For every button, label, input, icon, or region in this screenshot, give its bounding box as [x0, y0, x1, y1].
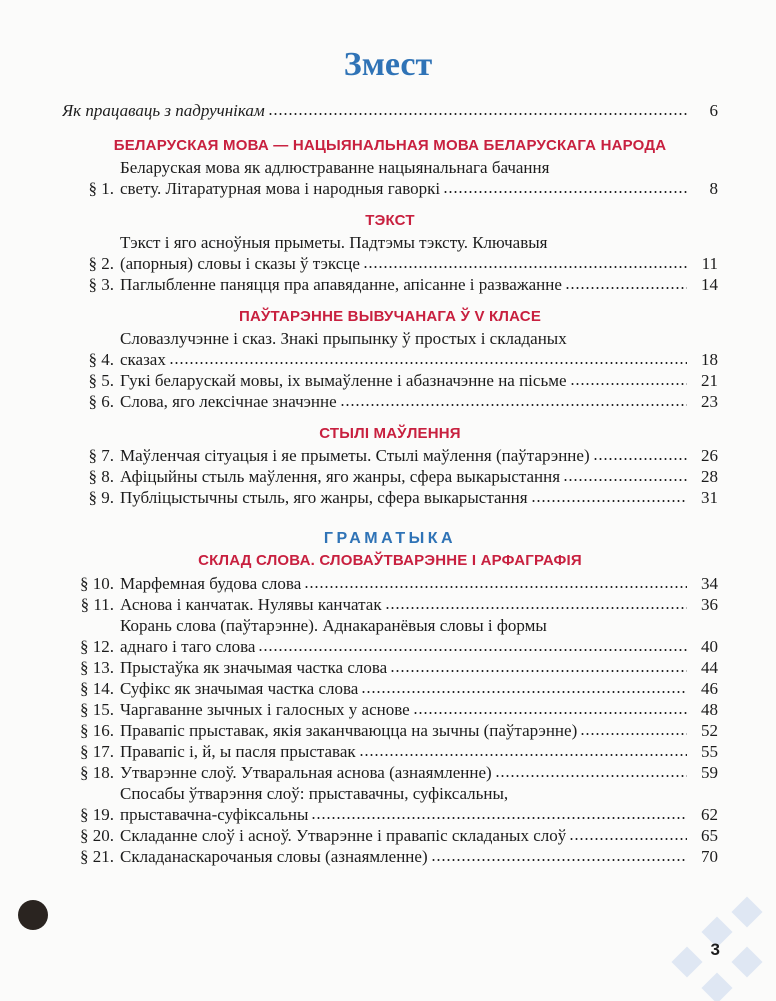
toc-page-number: 31 [701, 488, 718, 507]
dot-leader [495, 774, 687, 778]
toc-entry-number: § 3. [88, 275, 114, 294]
toc-entry[interactable] [62, 573, 718, 594]
toc-page-number: 52 [701, 721, 718, 740]
dot-leader [340, 403, 687, 407]
toc-page-number: 11 [701, 254, 718, 273]
toc-entry-intro[interactable] [62, 100, 718, 121]
toc-entry[interactable] [62, 232, 718, 274]
toc-entry-title: Складанне слоў і асноў. Утварэнне і правапіс складаных слоў [120, 826, 567, 845]
toc-entry-number: § 12. [80, 637, 114, 656]
toc-page-number: 8 [709, 179, 718, 198]
toc-entry-number: § 1. [88, 179, 114, 198]
toc-entry-title: Спосабы ўтварэння слоў: прыставачны, суфіксальны, [120, 784, 509, 803]
toc-entry-title: Слова, яго лексічнае значэнне [120, 392, 337, 411]
dot-leader [385, 606, 687, 610]
toc-entry-title-cont: свету. Літаратурная мова і народныя гаворкі [120, 179, 441, 198]
toc-entry[interactable] [62, 328, 718, 370]
toc-entry-title: Паглыбленне паняцця пра апавяданне, апісанне і разважанне [120, 275, 562, 294]
toc-entry-number: § 21. [80, 847, 114, 866]
dot-leader [531, 499, 687, 503]
toc-entry-title: Правапіс прыставак, якія заканчваюцца на зычны (паўтарэнне) [120, 721, 578, 740]
toc-page-number: 23 [701, 392, 718, 411]
dot-leader [431, 858, 687, 862]
toc-page-number: 70 [701, 847, 718, 866]
section-heading: СКЛАД СЛОВА. СЛОВАЎТВАРЭННЕ І АРФАГРАФІЯ [198, 552, 582, 569]
toc-entry-number: § 9. [88, 488, 114, 507]
section-heading: ПАЎТАРЭННЕ ВЫВУЧАНАГА Ў V КЛАСЕ [238, 308, 542, 325]
toc-entry-number: § 16. [80, 721, 114, 740]
toc-entry-title-cont: прыставачна-суфіксальны [120, 805, 309, 824]
toc-entry-title: Беларуская мова як адлюстраванне нацыянальнага бачання [120, 158, 550, 177]
dot-leader [563, 478, 687, 482]
toc-page-number: 46 [701, 679, 718, 698]
toc-page-number: 44 [701, 658, 718, 677]
dot-leader [311, 816, 687, 820]
dot-leader [443, 190, 687, 194]
dot-leader [268, 112, 687, 116]
dot-leader [580, 732, 687, 736]
toc-entry-number: § 18. [80, 763, 114, 782]
section-heading: СТЫЛІ МАЎЛЕННЯ [319, 425, 461, 442]
dot-leader [565, 286, 687, 290]
toc-page-number: 34 [701, 574, 718, 593]
toc-entry-title: Аснова і канчатак. Нулявы канчатак [120, 595, 382, 614]
toc-entry[interactable] [62, 391, 718, 412]
dot-leader [413, 711, 687, 715]
toc-entry-number: § 2. [88, 254, 114, 273]
dot-leader [359, 753, 687, 757]
toc-entry-title: Складанаскарочаныя словы (азнаямленне) [120, 847, 428, 866]
toc-entry-number: § 8. [88, 467, 114, 486]
toc-entry-number: § 17. [80, 742, 114, 761]
toc-entry[interactable] [62, 615, 718, 657]
toc-entry-title-cont: сказах [120, 350, 166, 369]
dot-leader [390, 669, 687, 673]
toc-entry[interactable] [62, 445, 718, 466]
toc-entry[interactable] [62, 699, 718, 720]
toc-entry-number: § 14. [80, 679, 114, 698]
corner-ornament [596, 891, 776, 1001]
part-heading: ГРАМАТЫКА [323, 530, 457, 547]
dot-leader [169, 361, 687, 365]
toc-page-number: 26 [701, 446, 718, 465]
toc-entry[interactable] [62, 720, 718, 741]
toc-entry-number: § 7. [88, 446, 114, 465]
toc-page-number: 48 [701, 700, 718, 719]
toc-entry-number: § 19. [80, 805, 114, 824]
toc-page-number: 21 [701, 371, 718, 390]
toc-entry-number: § 15. [80, 700, 114, 719]
toc-entry[interactable] [62, 274, 718, 295]
dot-leader [363, 265, 687, 269]
page-number: 3 [710, 940, 720, 959]
section-heading: БЕЛАРУСКАЯ МОВА — НАЦЫЯНАЛЬНАЯ МОВА БЕЛАРУСКАГА НАРОДА [113, 137, 667, 154]
toc-entry-number: § 5. [88, 371, 114, 390]
toc-entry[interactable] [62, 762, 718, 783]
toc-entry-title: Утварэнне слоў. Утваральная аснова (азнаямленне) [120, 763, 492, 782]
toc-entry-title-cont: (апорныя) словы і сказы ў тэксце [120, 254, 360, 273]
dot-leader [361, 690, 687, 694]
toc-page-number: 28 [701, 467, 718, 486]
toc-page-number: 55 [701, 742, 718, 761]
dot-leader [304, 585, 687, 589]
toc-entry-number: § 10. [80, 574, 114, 593]
section-heading: ТЭКСТ [365, 212, 415, 229]
toc-entry-title: Гукі беларускай мовы, іх вымаўленне і абазначэнне на пісьме [120, 371, 567, 390]
table-of-contents [62, 92, 718, 867]
toc-page-number: 18 [701, 350, 718, 369]
toc-page-number: 62 [701, 805, 718, 824]
toc-entry-title: Як працаваць з падручнікам [62, 101, 265, 120]
toc-entry-title: Тэкст і яго асноўныя прыметы. Падтэмы тэксту. Ключавыя [120, 233, 548, 252]
toc-page-number: 65 [701, 826, 718, 845]
toc-entry-title: Прыстаўка як значымая частка слова [120, 658, 388, 677]
toc-entry-number: § 4. [88, 350, 114, 369]
toc-entry[interactable] [62, 825, 718, 846]
dot-leader [258, 648, 687, 652]
toc-entry[interactable] [62, 741, 718, 762]
toc-entry[interactable] [62, 157, 718, 199]
dot-leader [593, 457, 687, 461]
toc-entry-title: Словазлучэнне і сказ. Знакі прыпынку ў простых і складаных [120, 329, 567, 348]
toc-page-number: 40 [701, 637, 718, 656]
toc-entry-title: Чаргаванне зычных і галосных у аснове [120, 700, 410, 719]
toc-entry-title: Марфемная будова слова [120, 574, 302, 593]
toc-entry-title: Суфікс як значымая частка слова [120, 679, 359, 698]
toc-entry-number: § 6. [88, 392, 114, 411]
toc-entry[interactable] [62, 487, 718, 508]
toc-entry-title: Корань слова (паўтарэнне). Аднакаранёвыя словы і формы [120, 616, 547, 635]
toc-page-number: 36 [701, 595, 718, 614]
dot-leader [569, 837, 687, 841]
dot-leader [570, 382, 687, 386]
toc-entry-number: § 13. [80, 658, 114, 677]
toc-entry[interactable] [62, 846, 718, 867]
toc-entry[interactable] [62, 783, 718, 825]
toc-entry-number: § 20. [80, 826, 114, 845]
toc-entry[interactable] [62, 466, 718, 487]
toc-page-number: 6 [709, 101, 718, 120]
toc-page-number: 59 [701, 763, 718, 782]
page-title: Змест [343, 46, 433, 83]
punch-hole-mark [18, 900, 48, 930]
toc-entry-title: Публіцыстычны стыль, яго жанры, сфера выкарыстання [120, 488, 528, 507]
toc-page-number: 14 [701, 275, 718, 294]
toc-entry[interactable] [62, 370, 718, 391]
toc-entry[interactable] [62, 657, 718, 678]
toc-entry-title: Маўленчая сітуацыя і яе прыметы. Стылі маўлення (паўтарэнне) [120, 446, 590, 465]
toc-entry-number: § 11. [80, 595, 114, 614]
toc-entry-title: Правапіс і, й, ы пасля прыставак [120, 742, 356, 761]
toc-entry[interactable] [62, 594, 718, 615]
toc-entry[interactable] [62, 678, 718, 699]
toc-entry-title: Афіцыйны стыль маўлення, яго жанры, сфера выкарыстання [120, 467, 561, 486]
toc-entry-title-cont: аднаго і таго слова [120, 637, 256, 656]
